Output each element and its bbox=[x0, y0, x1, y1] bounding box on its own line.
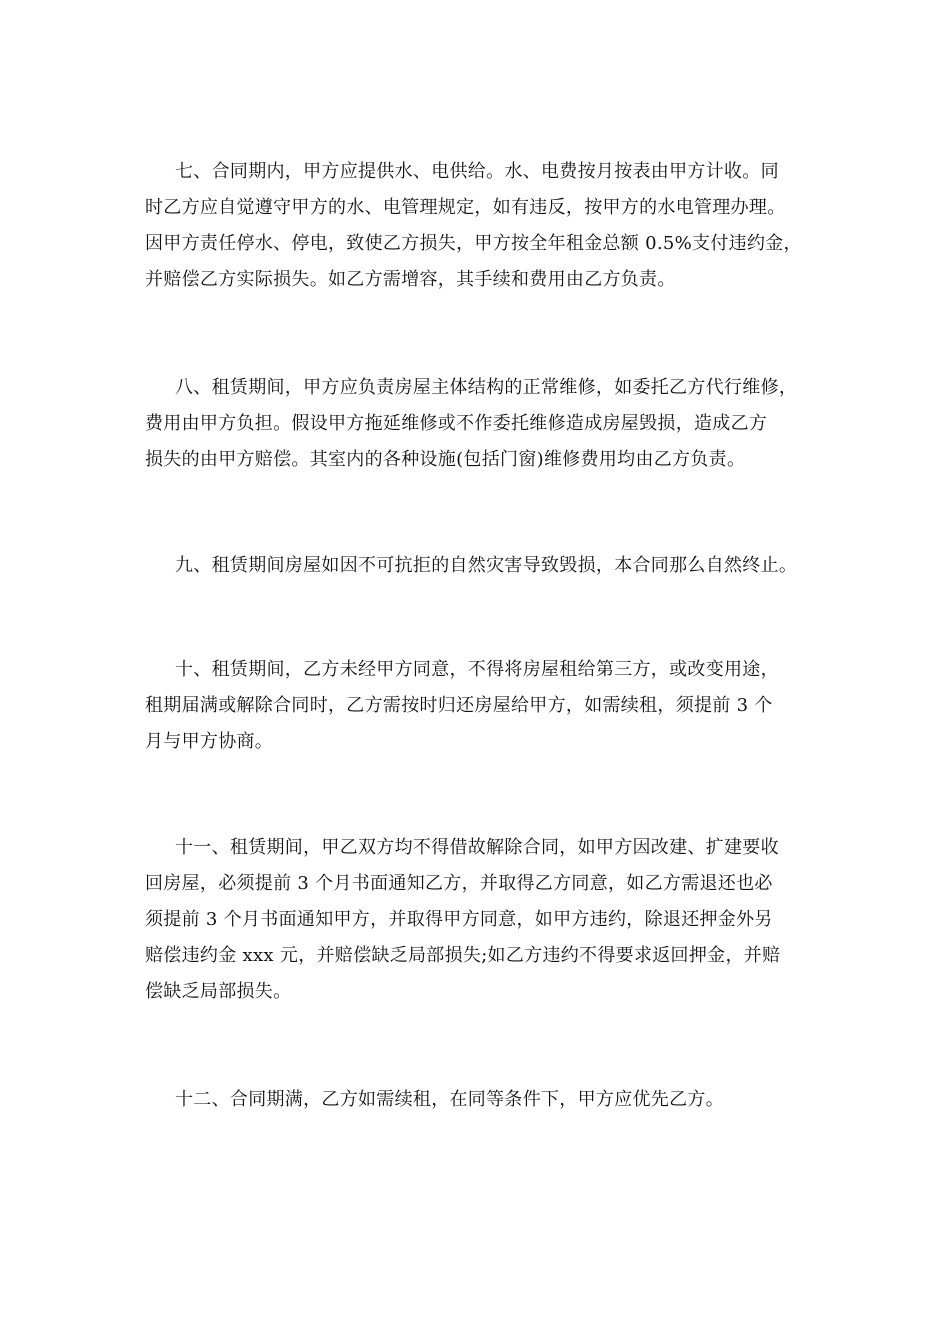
clause-line: 赔偿违约金 xxx 元，并赔偿缺乏局部损失;如乙方违约不得要求返回押金，并赔 bbox=[145, 945, 781, 966]
clause-9 bbox=[145, 548, 825, 584]
clause-line: 七、合同期内，甲方应提供水、电供给。水、电费按月按表由甲方计收。同 bbox=[175, 161, 779, 182]
clause-line: 十、租赁期间，乙方未经甲方同意，不得将房屋租给第三方，或改变用途， bbox=[175, 659, 779, 680]
clause-10 bbox=[145, 652, 825, 760]
clause-line: 八、租赁期间，甲方应负责房屋主体结构的正常维修，如委托乙方代行维修， bbox=[175, 377, 798, 398]
clause-line: 回房屋，必须提前 3 个月书面通知乙方，并取得乙方同意，如乙方需退还也必 bbox=[145, 873, 773, 894]
clause-line: 月与甲方协商。 bbox=[145, 731, 274, 752]
clause-12 bbox=[145, 1082, 825, 1118]
clause-line: 九、租赁期间房屋如因不可抗拒的自然灾害导致毁损，本合同那么自然终止。 bbox=[175, 555, 798, 576]
clause-8 bbox=[145, 370, 825, 478]
clause-11 bbox=[145, 830, 825, 1010]
clause-line: 租期届满或解除合同时，乙方需按时归还房屋给甲方，如需续租，须提前 3 个 bbox=[145, 695, 773, 716]
clause-line: 并赔偿乙方实际损失。如乙方需增容，其手续和费用由乙方负责。 bbox=[145, 269, 676, 290]
clause-line: 偿缺乏局部损失。 bbox=[145, 981, 292, 1002]
clause-line: 须提前 3 个月书面通知甲方，并取得甲方同意，如甲方违约，除退还押金外另 bbox=[145, 909, 773, 930]
clause-line: 因甲方责任停水、停电，致使乙方损失，甲方按全年租金总额 0.5%支付违约金， bbox=[145, 233, 802, 254]
clause-line: 损失的由甲方赔偿。其室内的各种设施(包括门窗)维修费用均由乙方负责。 bbox=[145, 449, 746, 470]
clause-line: 十一、租赁期间，甲乙双方均不得借故解除合同，如甲方因改建、扩建要收 bbox=[175, 837, 779, 858]
clause-line: 十二、合同期满，乙方如需续租，在同等条件下，甲方应优先乙方。 bbox=[175, 1089, 724, 1110]
clause-line: 费用由甲方负担。假设甲方拖延维修或不作委托维修造成房屋毁损，造成乙方 bbox=[145, 413, 768, 434]
clause-line: 时乙方应自觉遵守甲方的水、电管理规定，如有违反，按甲方的水电管理办理。 bbox=[145, 197, 786, 218]
clause-7 bbox=[145, 154, 825, 298]
